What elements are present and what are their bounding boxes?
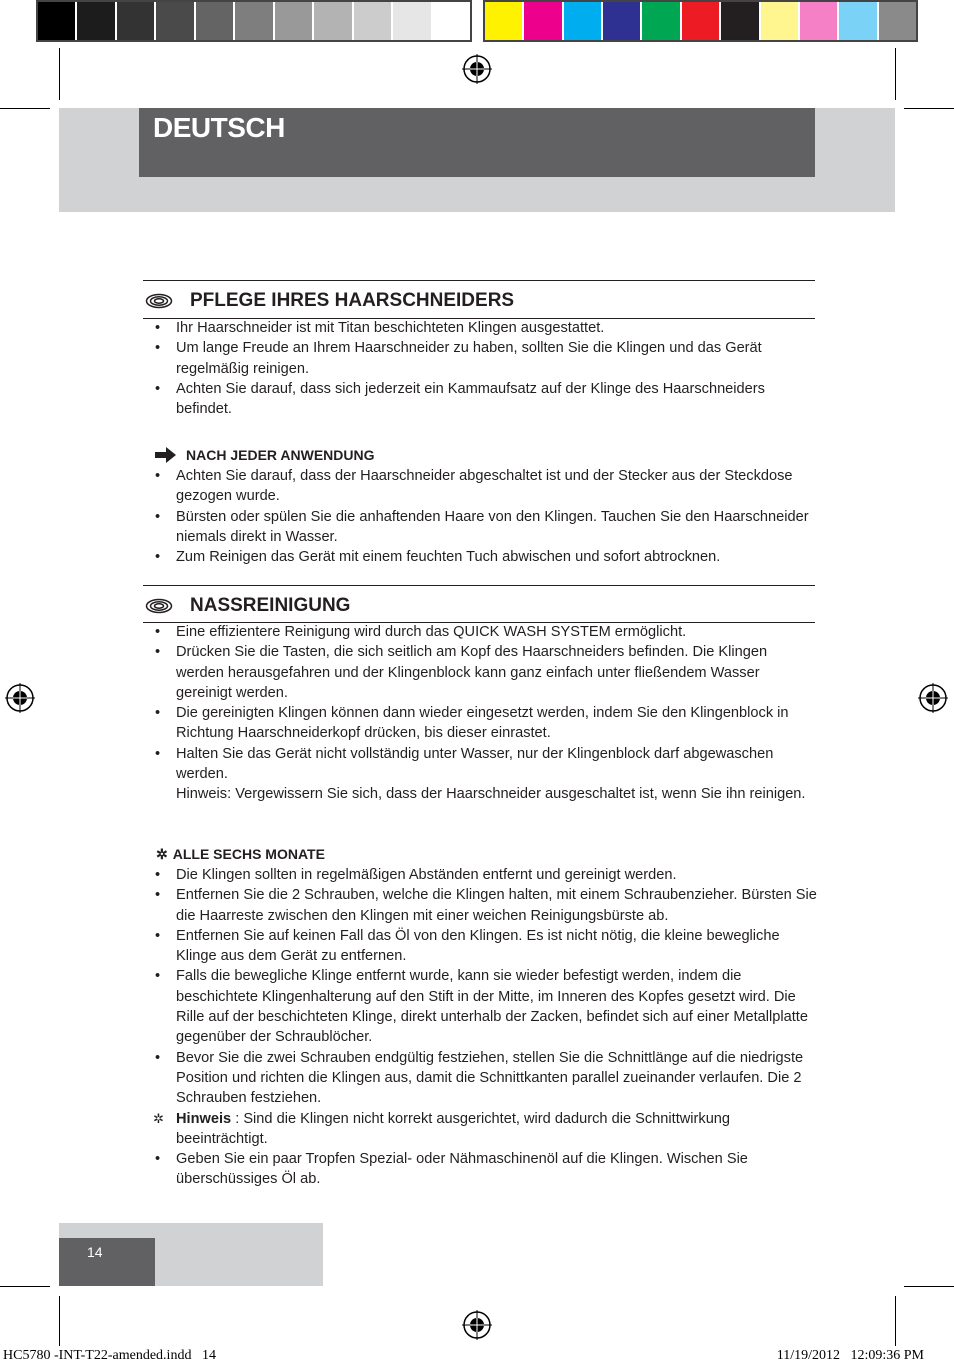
registration-mark-icon — [918, 683, 948, 713]
section-title-wet-cleaning — [145, 594, 350, 618]
color-swatch — [352, 2, 391, 40]
crop-mark — [59, 1296, 60, 1346]
color-swatch — [759, 2, 798, 40]
crop-mark — [895, 1296, 896, 1346]
crop-mark — [0, 108, 50, 109]
crop-mark — [904, 108, 954, 109]
slug-timestamp: 11/19/2012 12:09:36 PM — [776, 1348, 924, 1363]
color-swatch — [601, 2, 640, 40]
color-swatch — [562, 2, 601, 40]
color-swatch — [680, 2, 719, 40]
subsection-title-text: NACH JEDER ANWENDUNG — [186, 447, 375, 463]
color-swatch — [154, 2, 193, 40]
color-swatch — [312, 2, 351, 40]
list-item: • Achten Sie darauf, dass der Haarschneider abgeschaltet ist und der Stecker aus der Steckdose gezogen wurde. — [153, 466, 818, 507]
color-swatch — [877, 2, 916, 40]
list-item: • Geben Sie ein paar Tropfen Spezial- oder Nähmaschinenöl auf die Klingen. Wischen Sie überschüssiges Öl ab. — [153, 1149, 818, 1190]
crop-mark — [0, 1286, 50, 1287]
list-item: • Falls die bewegliche Klinge entfernt wurde, kann sie wieder befestigt werden, indem die beschichtete Klingenhalterung auf den Stift in der Mitte, im Inneren des Kopfes gesetzt wird. Die Rille auf der beschichteten Klinge, direkt unterhalb der Zacken, befindet sich auf einer Metallplatte gegenüber der Schraublöcher. — [153, 966, 818, 1047]
list-item: • Bürsten oder spülen Sie die anhaftenden Haare von den Klingen. Tauchen Sie den Haarschneider niemals direkt in Wasser. — [153, 507, 818, 548]
list-item: • Eine effizientere Reinigung wird durch das QUICK WASH SYSTEM ermöglicht. — [153, 622, 818, 642]
section-title-care — [145, 289, 514, 313]
section-top-rule — [143, 585, 815, 586]
registration-mark-icon — [5, 683, 35, 713]
subsection-title-six-months — [156, 844, 325, 864]
page-number-box — [59, 1238, 155, 1286]
section-title-text: PFLEGE IHRES HAARSCHNEIDERS — [190, 290, 515, 311]
section-title-text: NASSREINIGUNG — [190, 595, 351, 616]
list-item: • Um lange Freude an Ihrem Haarschneider zu haben, sollten Sie die Klingen und das Gerät regelmäßig reinigen. — [153, 338, 818, 379]
color-swatch — [194, 2, 233, 40]
color-swatch — [837, 2, 876, 40]
note-text: Hinweis: Vergewissern Sie sich, dass der Haarschneider ausgeschaltet ist, wenn Sie ihn reinigen. — [176, 786, 806, 803]
grayscale-color-bar — [36, 0, 472, 42]
list-item: • Bevor Sie die zwei Schrauben endgültig festziehen, stellen Sie die Schnittlänge auf die niedrigste Position und richten die Klingen aus, damit die Schnittkanten parallel zueinander verlaufen. Die 2 Schrauben festziehen. — [153, 1048, 818, 1109]
color-swatch — [798, 2, 837, 40]
color-swatch — [719, 2, 758, 40]
registration-mark-icon — [462, 1310, 492, 1340]
crop-mark — [904, 1286, 954, 1287]
crop-mark — [895, 48, 896, 100]
color-swatch — [391, 2, 430, 40]
wet-cleaning-bullet-list — [153, 622, 818, 805]
color-swatch — [115, 2, 154, 40]
hint-text: : Sind die Klingen nicht korrekt ausgerichtet, wird dadurch die Schnittwirkung beeinträchtigt. — [176, 1110, 731, 1147]
list-item: • Entfernen Sie auf keinen Fall das Öl von den Klingen. Es ist nicht nötig, die kleine bewegliche Klinge aus dem Gerät zu entfernen. — [153, 926, 818, 967]
color-swatch — [522, 2, 561, 40]
color-swatch — [485, 2, 522, 40]
color-swatch — [38, 2, 75, 40]
list-item: • Entfernen Sie die 2 Schrauben, welche die Klingen halten, mit einem Schraubenzieher. Bürsten Sie die Haarreste zwischen den Klingen mit einer weichen Reinigungsbürste ab. — [153, 885, 818, 926]
arrow-right-icon — [155, 447, 176, 463]
list-item: • Die gereinigten Klingen können dann wieder eingesetzt werden, indem Sie den Klingenblock in Richtung Haarschneiderkopf drücken, bis dieser einrastet. — [153, 703, 818, 744]
page-number: 14 — [87, 1244, 103, 1260]
care-bullet-list — [153, 318, 818, 419]
language-title: DEUTSCH — [153, 112, 285, 143]
after-use-bullet-list — [153, 466, 818, 567]
color-swatch — [75, 2, 114, 40]
subsection-title-after-use — [155, 445, 375, 465]
eye-icon — [145, 293, 173, 309]
slug-file-name: HC5780 -INT-T22-amended.indd 14 — [3, 1348, 216, 1363]
color-swatch — [640, 2, 679, 40]
crop-mark — [59, 48, 60, 100]
section-top-rule — [143, 280, 815, 281]
hint-label: Hinweis — [176, 1110, 232, 1127]
list-item: • Zum Reinigen das Gerät mit einem feuchten Tuch abwischen und sofort abtrocknen. — [153, 547, 818, 567]
color-swatch — [233, 2, 272, 40]
list-item: • Drücken Sie die Tasten, die sich seitlich am Kopf des Haarschneiders befinden. Die Klingen werden herausgefahren und der Klingenblock kann ganz einfach unter fließendem Wasser gereinigt werden. — [153, 642, 818, 703]
list-item: • Ihr Haarschneider ist mit Titan beschichteten Klingen ausgestattet. — [153, 318, 818, 338]
color-swatch — [273, 2, 312, 40]
list-item: • Halten Sie das Gerät nicht vollständig unter Wasser, nur der Klingenblock darf abgewaschen werden. — [153, 744, 818, 785]
eye-icon — [145, 598, 173, 614]
list-item: • Die Klingen sollten in regelmäßigen Abständen entfernt und gereinigt werden. — [153, 865, 818, 885]
subsection-title-text: ALLE SECHS MONATE — [172, 846, 325, 862]
color-swatch — [431, 2, 470, 40]
process-color-bar — [483, 0, 918, 42]
list-item: • Achten Sie darauf, dass sich jederzeit ein Kammaufsatz auf der Klinge des Haarschneiders befindet. — [153, 379, 818, 420]
registration-mark-icon — [462, 54, 492, 84]
sun-icon: ✲ — [156, 846, 168, 862]
six-months-bullet-list — [153, 865, 818, 1190]
hint-item — [153, 1109, 818, 1150]
